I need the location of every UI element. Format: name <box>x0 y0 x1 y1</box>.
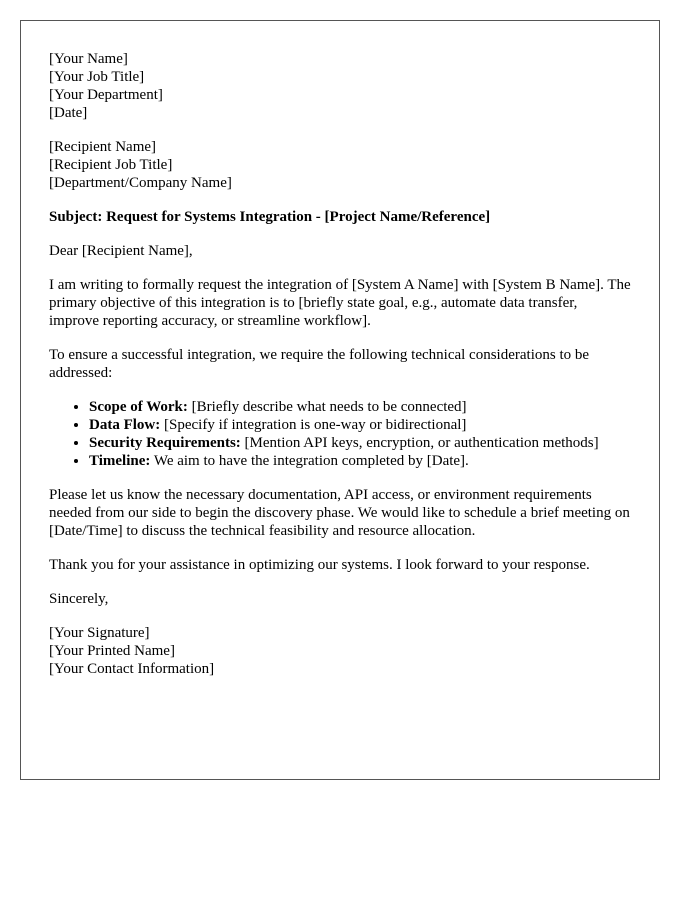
subject-line: Subject: Request for Systems Integration - [Project Name/Reference] <box>49 209 491 225</box>
list-item-text: [Mention API keys, encryption, or authentication methods] <box>240 435 599 451</box>
considerations-paragraph: To ensure a successful integration, we require the following technical considerations to be addressed: <box>49 347 590 381</box>
sender-job-title: [Your Job Title] <box>49 69 145 85</box>
signature: [Your Signature] <box>49 625 150 641</box>
list-item-text: We aim to have the integration completed by [Date]. <box>150 453 469 469</box>
list-item <box>89 452 631 470</box>
list-item <box>89 416 631 434</box>
recipient-name: [Recipient Name] <box>49 139 157 155</box>
letter-page <box>20 20 660 780</box>
sender-name: [Your Name] <box>49 51 128 67</box>
recipient-company: [Department/Company Name] <box>49 175 232 191</box>
recipient-block <box>49 138 631 192</box>
thanks-paragraph: Thank you for your assistance in optimizing our systems. I look forward to your response. <box>49 557 590 573</box>
sender-department: [Your Department] <box>49 87 163 103</box>
list-item-text: [Briefly describe what needs to be connected] <box>187 399 467 415</box>
list-item-label: Security Requirements: <box>89 435 241 451</box>
intro-paragraph: I am writing to formally request the integration of [System A Name] with [System B Name]. The primary objective of this integration is to [briefly state goal, e.g., automate data transfer, improve reporting accuracy, or streamline workflow]. <box>49 277 631 329</box>
recipient-job-title: [Recipient Job Title] <box>49 157 173 173</box>
considerations-list <box>49 398 631 470</box>
list-item-label: Scope of Work: <box>89 399 188 415</box>
sender-block <box>49 50 631 122</box>
salutation: Dear [Recipient Name], <box>49 243 193 259</box>
list-item-label: Data Flow: <box>89 417 161 433</box>
next-steps-paragraph: Please let us know the necessary documentation, API access, or environment requirements needed from our side to begin the discovery phase. We would like to schedule a brief meeting on [Date/Time] to discuss the technical feasibility and resource allocation. <box>49 487 630 539</box>
list-item <box>89 398 631 416</box>
contact-information: [Your Contact Information] <box>49 661 215 677</box>
list-item <box>89 434 631 452</box>
list-item-text: [Specify if integration is one-way or bidirectional] <box>160 417 467 433</box>
closing: Sincerely, <box>49 591 109 607</box>
printed-name: [Your Printed Name] <box>49 643 175 659</box>
signature-block <box>49 624 631 678</box>
list-item-label: Timeline: <box>89 453 151 469</box>
letter-date: [Date] <box>49 105 88 121</box>
